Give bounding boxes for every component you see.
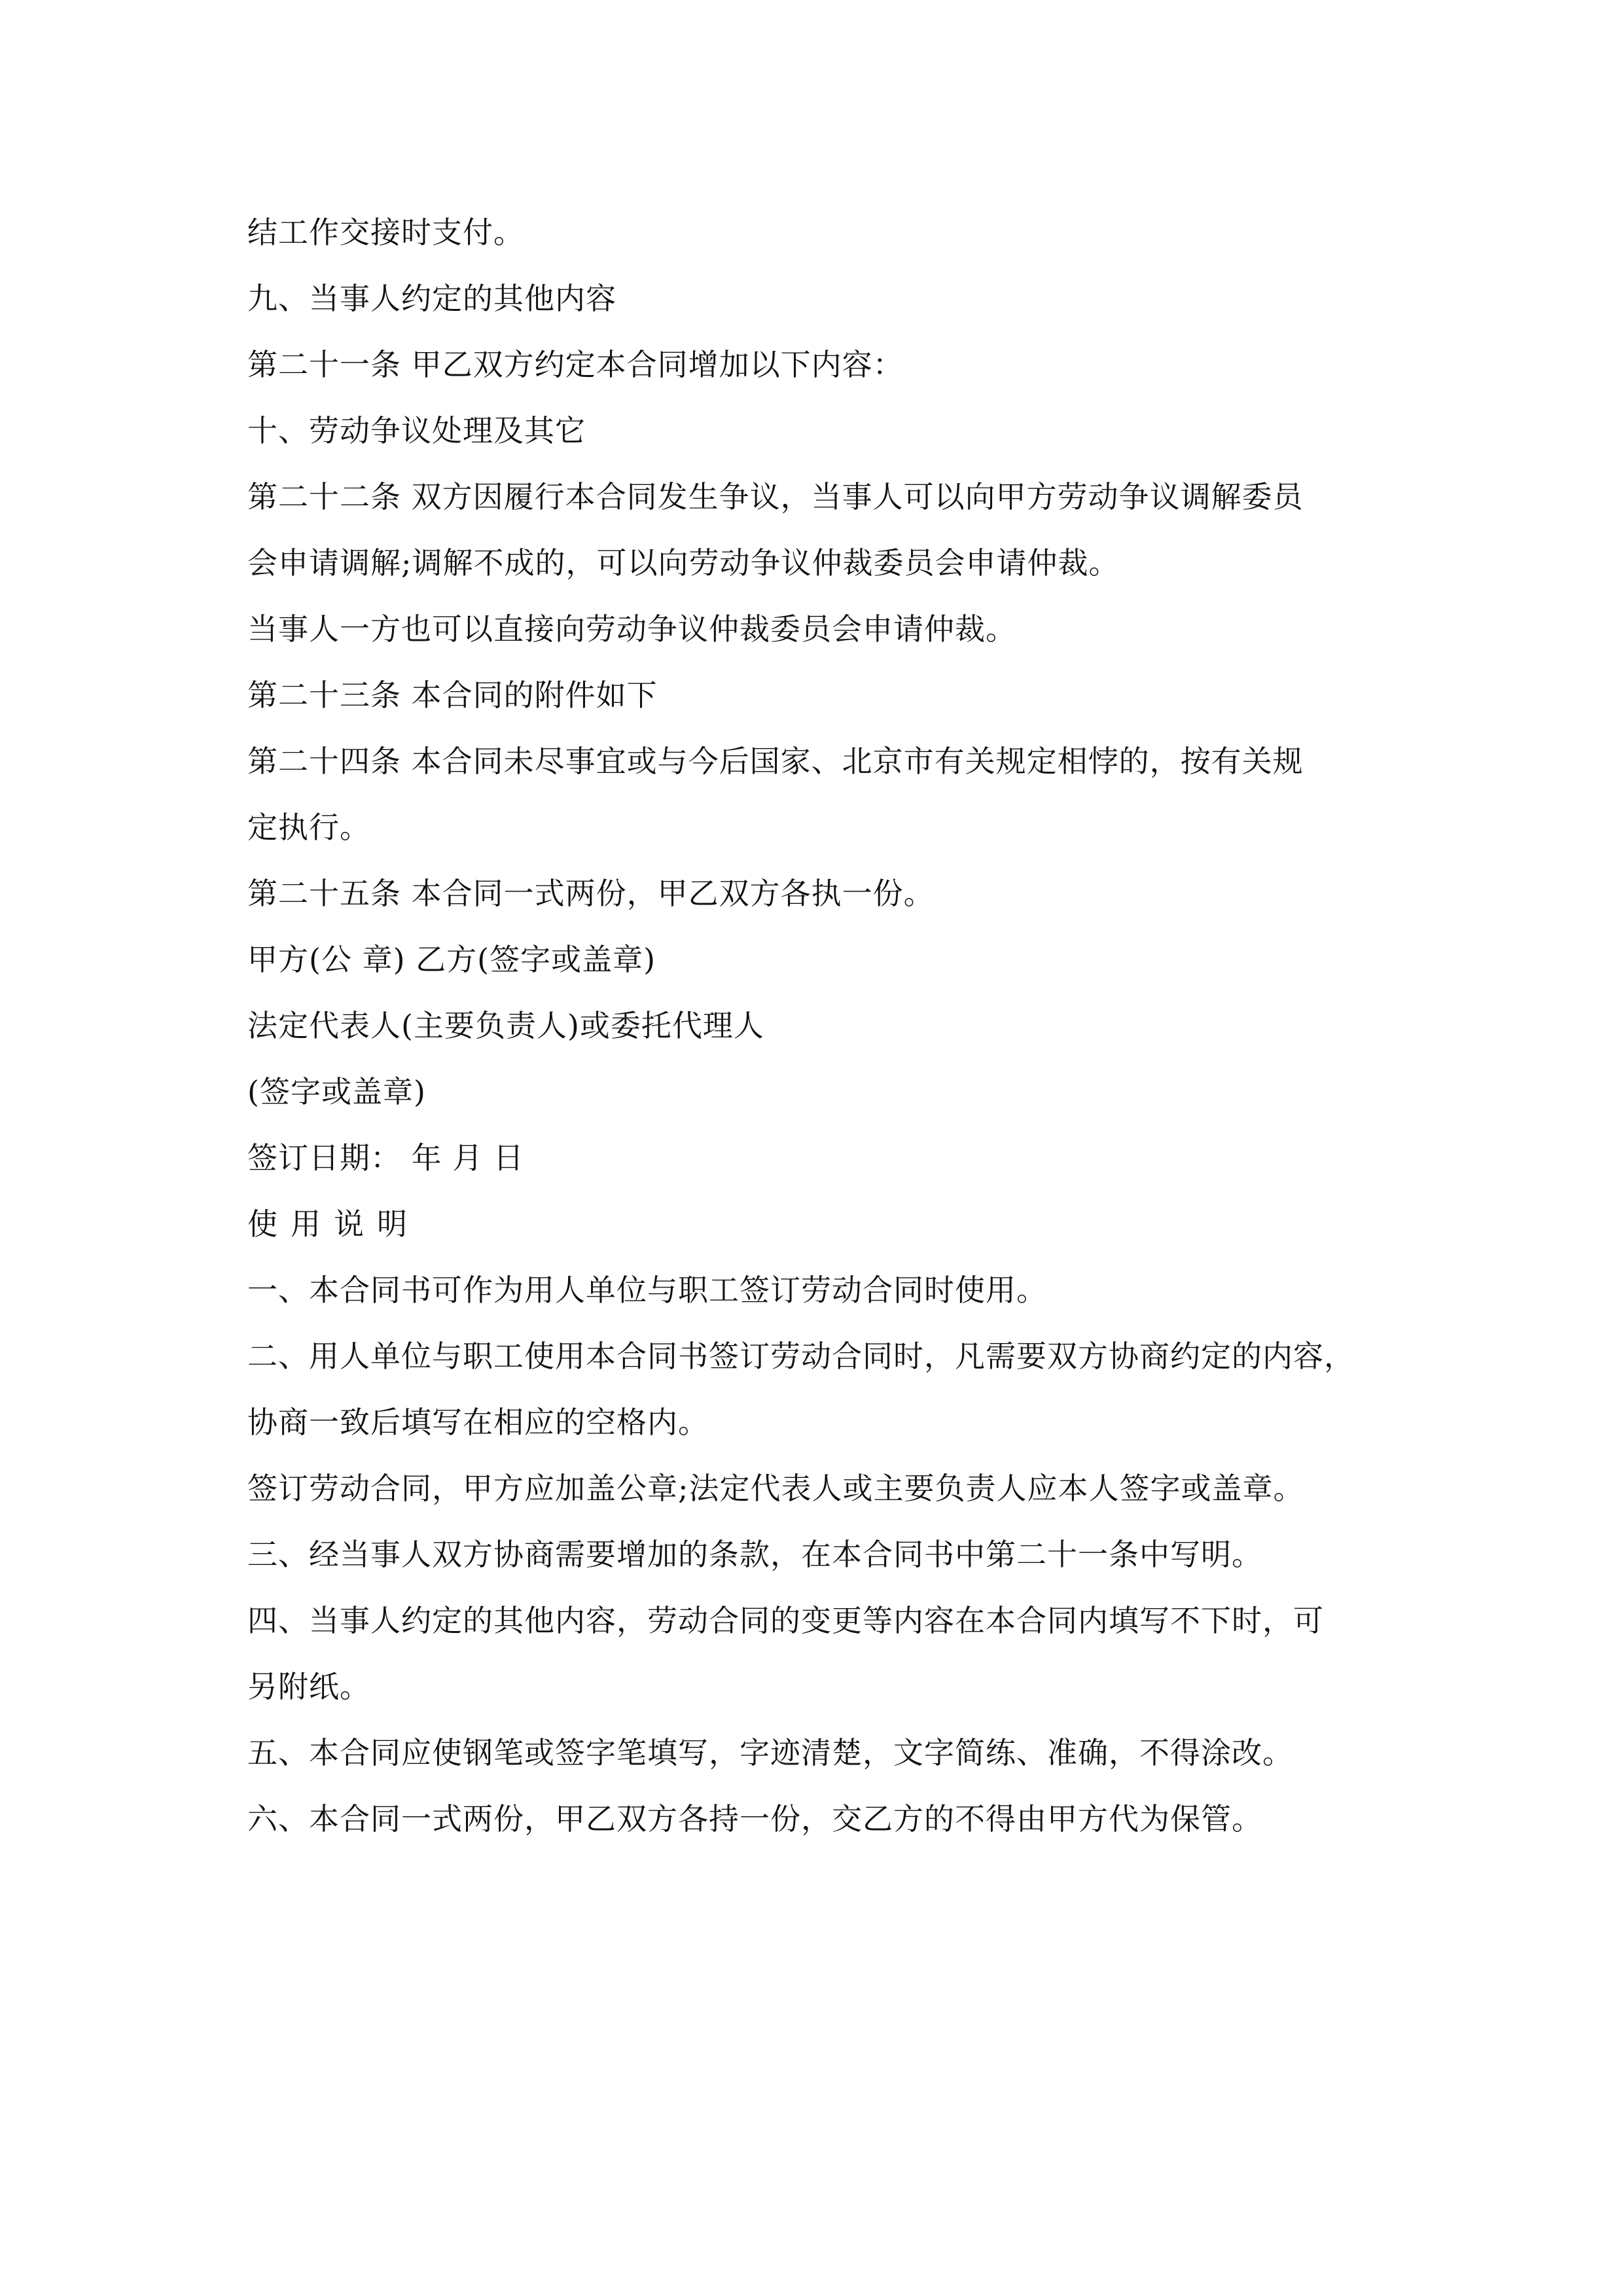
instruction-line: 另附纸。 <box>247 1669 370 1704</box>
article-line: 第二十三条 本合同的附件如下 <box>247 677 658 713</box>
article-line: 第二十一条 甲乙双方约定本合同增加以下内容： <box>247 347 904 382</box>
instruction-line: 四、当事人约定的其他内容，劳动合同的变更等内容在本合同内填写不下时，可 <box>247 1603 1324 1638</box>
article-line: 第二十五条 本合同一式两份，甲乙双方各执一份。 <box>247 876 935 911</box>
text-line: 定执行。 <box>247 810 370 845</box>
signature-line: 甲方(公 章) 乙方(签字或盖章) <box>247 942 656 977</box>
signature-line: (签字或盖章) <box>247 1074 426 1109</box>
instruction-line: 一、本合同书可作为用人单位与职工签订劳动合同时使用。 <box>247 1272 1047 1308</box>
instruction-line: 协商一致后填写在相应的空格内。 <box>247 1405 709 1440</box>
section-heading: 十、劳动争议处理及其它 <box>247 413 586 448</box>
instruction-line: 二、用人单位与职工使用本合同书签订劳动合同时，凡需要双方协商约定的内容， <box>247 1338 1355 1374</box>
document-body <box>247 200 1399 1852</box>
article-line: 第二十四条 本合同未尽事宜或与今后国家、北京市有关规定相悖的，按有关规 <box>247 744 1304 779</box>
instruction-line: 三、经当事人双方协商需要增加的条款，在本合同书中第二十一条中写明。 <box>247 1537 1262 1572</box>
instruction-line: 六、本合同一式两份，甲乙双方各持一份，交乙方的不得由甲方代为保管。 <box>247 1801 1262 1837</box>
text-line: 会申请调解;调解不成的，可以向劳动争议仲裁委员会申请仲裁。 <box>247 545 1120 581</box>
text-line: 结工作交接时支付。 <box>247 215 524 250</box>
instructions-heading: 使用说明 <box>247 1206 420 1242</box>
signing-date-line: 签订日期： 年 月 日 <box>247 1140 524 1175</box>
signature-line: 法定代表人(主要负责人)或委托代理人 <box>247 1008 764 1043</box>
article-line: 第二十二条 双方因履行本合同发生争议，当事人可以向甲方劳动争议调解委员 <box>247 479 1304 514</box>
instruction-line: 签订劳动合同，甲方应加盖公章;法定代表人或主要负责人应本人签字或盖章。 <box>247 1471 1304 1506</box>
text-line: 当事人一方也可以直接向劳动争议仲裁委员会申请仲裁。 <box>247 611 1016 647</box>
section-heading: 九、当事人约定的其他内容 <box>247 281 616 316</box>
instruction-line: 五、本合同应使钢笔或签字笔填写，字迹清楚，文字简练、准确，不得涂改。 <box>247 1735 1293 1770</box>
